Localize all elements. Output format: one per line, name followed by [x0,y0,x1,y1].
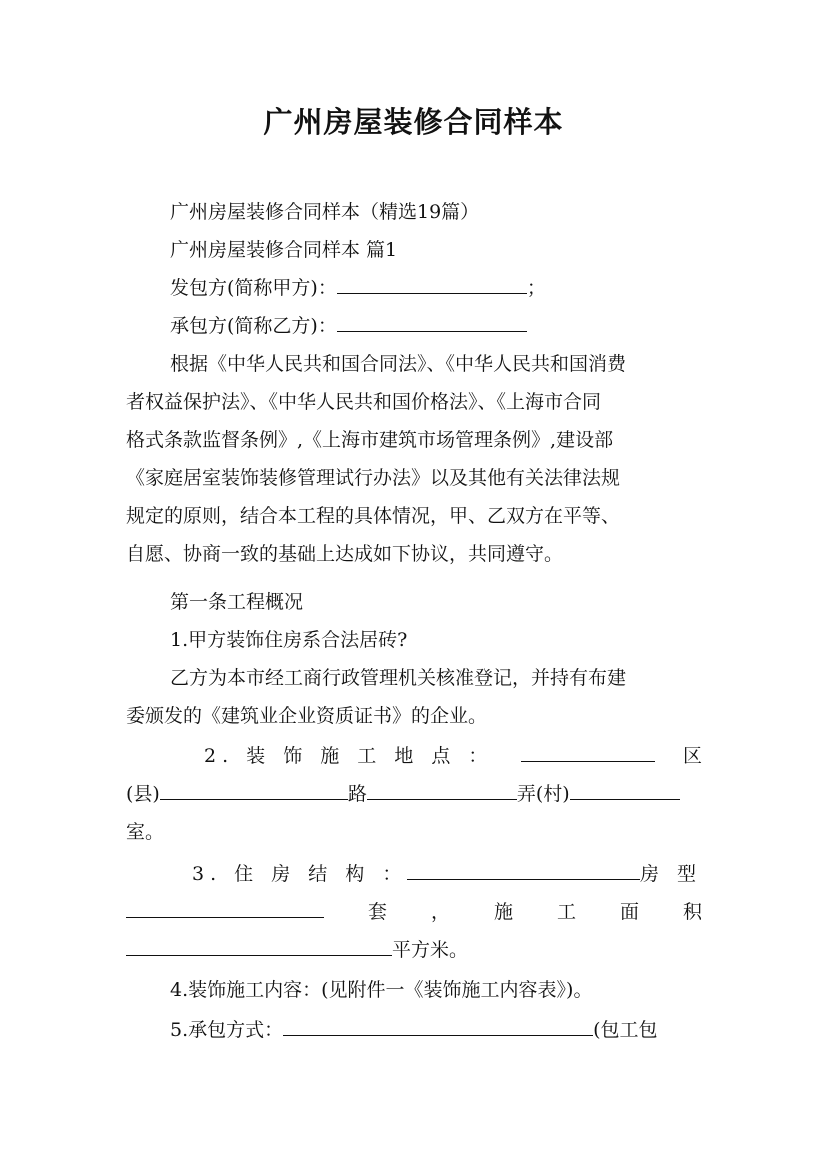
party-a-blank [337,273,527,294]
item-5-label: 5.承包方式： [170,1019,284,1041]
road-label: 路 [347,783,367,805]
district-label: 区 [682,745,702,767]
county-blank [160,779,348,800]
item-4: 4.装饰施工内容：(见附件一《装饰施工内容表》)。 [170,979,593,1001]
basis-line-1: 根据《中华人民共和国合同法》、《中华人民共和国消费 [170,353,627,375]
item-3-label: 3. 住 房 结 构 ： [192,863,408,885]
party-b-blank [337,311,527,332]
party-b-label: 承包方(简称乙方)： [170,315,337,337]
basis-line-6: 自愿、协商一致的基础上达成如下协议，共同遵守。 [126,543,564,565]
basis-line-3: 格式条款监督条例》,《上海市建筑市场管理条例》,建设部 [126,429,614,451]
party-a-end: ； [526,277,546,299]
basis-line-4: 《家庭居室装饰装修管理试行办法》以及其他有关法律法规 [126,467,621,489]
item-5-tail: (包工包 [593,1019,658,1041]
sqm-label: 平方米。 [392,939,469,961]
area-char-3: 面 [619,901,639,923]
item-2-line [204,738,702,774]
area-blank [126,935,392,956]
subtitle: 广州房屋装修合同样本（精选19篇） [170,201,480,223]
area-char-1: 施 [493,901,513,923]
road-blank [367,779,517,800]
item-3-suite-line [126,894,702,930]
area-char-2: 工 [556,901,576,923]
lane-blank [570,779,680,800]
house-type-blank [126,897,324,918]
item-1-detail-2: 委颁发的《建筑业企业资质证书》的企业。 [126,705,488,727]
item-3-line [192,856,702,892]
lane-label: 弄(村) [516,783,570,805]
house-type-label: 房 型 [639,863,702,885]
party-b-line [126,308,702,344]
county-label: (县) [126,783,160,805]
document-title: 广州房屋装修合同样本 [263,105,564,139]
party-a-line [126,270,702,306]
structure-blank [407,859,640,880]
party-a-label: 发包方(简称甲方)： [170,277,337,299]
district-blank [521,741,655,762]
item-1: 1.甲方装饰住房系合法居砖? [170,629,408,651]
room-label: 室。 [126,821,165,843]
item-5-line [126,1012,702,1048]
item-2-label: 2. 装 饰 施 工 地 点 ： [204,745,494,767]
basis-line-2: 者权益保护法》、《中华人民共和国价格法》、《上海市合同 [126,391,602,413]
contract-method-blank [283,1015,593,1036]
section-heading: 广州房屋装修合同样本 篇1 [170,239,398,261]
item-2-address-line [126,776,702,812]
area-char-4: 积 [682,901,702,923]
article-1-heading: 第一条工程概况 [170,591,304,613]
suite-label: 套 [367,901,387,923]
item-3-area-line [126,932,702,968]
item-1-detail-1: 乙方为本市经工商行政管理机关核准登记，并持有布建 [170,667,627,689]
basis-line-5: 规定的原则，结合本工程的具体情况，甲、乙双方在平等、 [126,505,621,527]
suite-comma: ， [430,901,450,923]
